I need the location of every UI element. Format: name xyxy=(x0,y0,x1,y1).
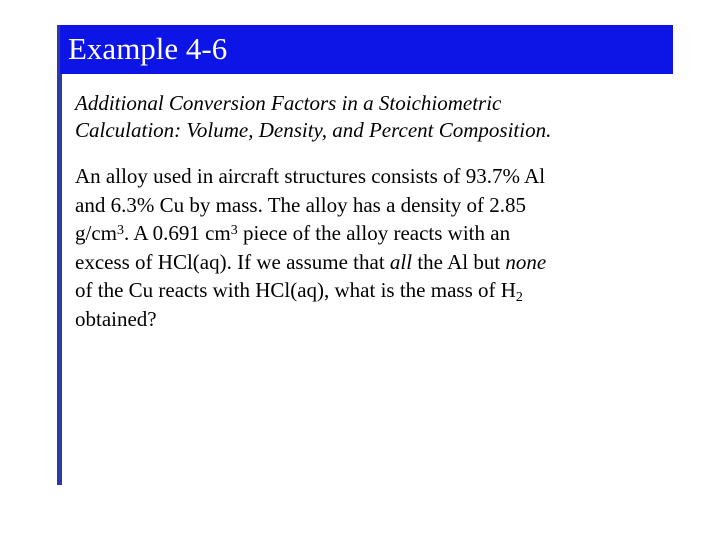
superscript-3: 3 xyxy=(230,223,238,238)
problem-line-5 xyxy=(75,276,675,305)
volume-text: . A 0.691 cm xyxy=(124,221,231,245)
emphasis-all: all xyxy=(389,249,413,274)
problem-line-6: obtained? xyxy=(75,306,157,331)
slide-subtitle xyxy=(75,90,675,144)
left-accent-rule xyxy=(57,25,62,485)
line-5-text: of the Cu reacts with HCl(aq), what is the mass of H xyxy=(75,278,516,302)
subscript-2: 2 xyxy=(515,290,523,305)
emphasis-none: none xyxy=(505,249,547,274)
title-bar xyxy=(60,25,673,74)
problem-line-3 xyxy=(75,219,675,248)
problem-line-4 xyxy=(75,248,675,277)
problem-line-2: and 6.3% Cu by mass. The alloy has a density of 2.85 xyxy=(75,192,527,217)
problem-statement xyxy=(75,162,675,333)
slide-title: Example 4-6 xyxy=(68,31,228,66)
line-4-mid: the Al but xyxy=(412,249,506,274)
density-unit-text: g/cm xyxy=(75,221,117,245)
problem-line-1: An alloy used in aircraft structures consists of 93.7% Al xyxy=(75,164,546,188)
line-3-tail: piece of the alloy reacts with an xyxy=(237,221,511,245)
subtitle-line-2: Calculation: Volume, Density, and Percent Composition. xyxy=(75,118,552,142)
line-4-head: excess of HCl(aq). If we assume that xyxy=(75,249,390,274)
superscript-3: 3 xyxy=(117,223,124,238)
subtitle-line-1: Additional Conversion Factors in a Stoichiometric xyxy=(75,91,502,115)
